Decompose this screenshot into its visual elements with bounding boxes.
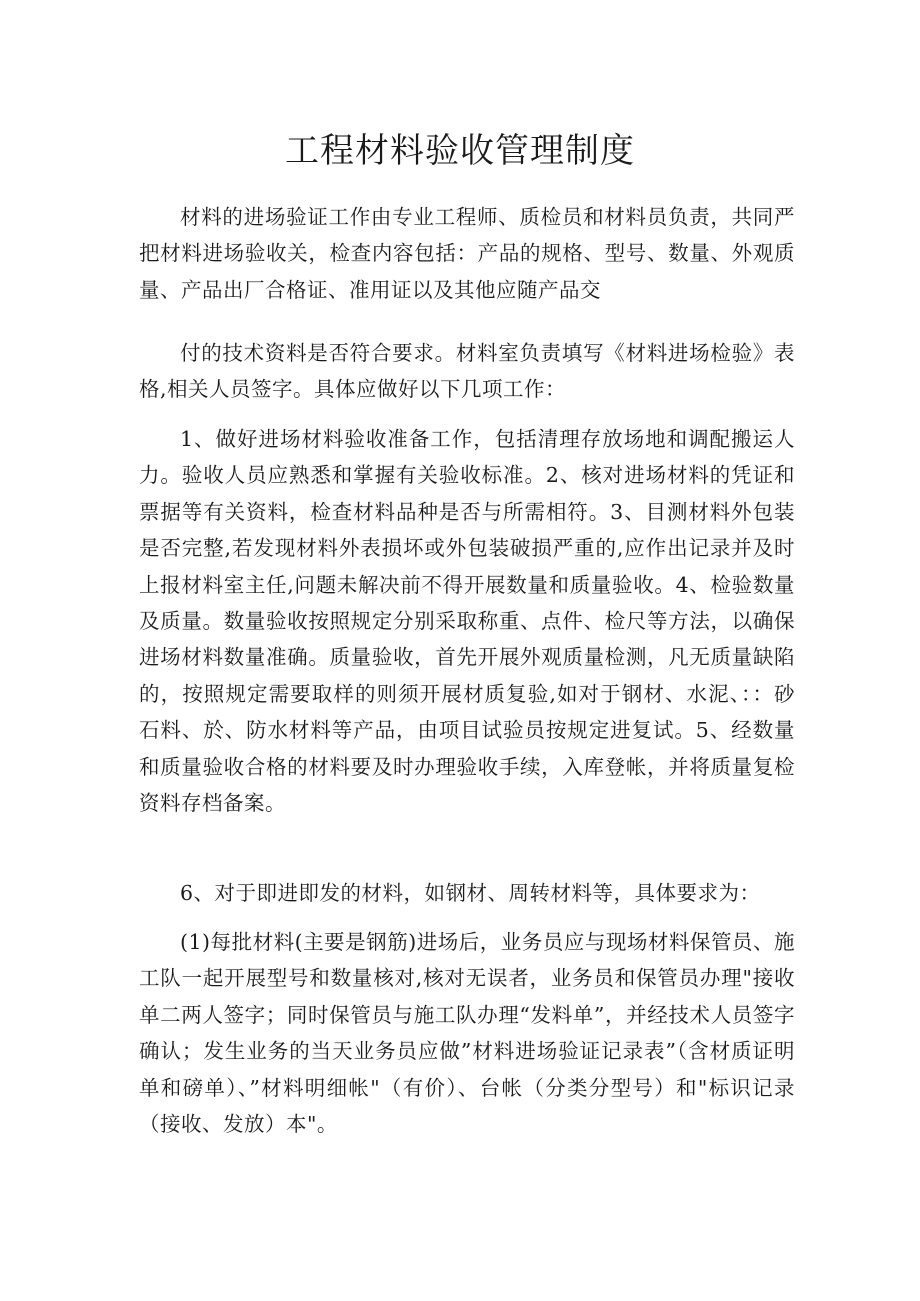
document-title: 工程材料验收管理制度 [285,131,635,171]
paragraph-item-1: (1)每批材料(主要是钢筋)进场后，业务员应与现场材料保管员、施工队一起开展型号和数量核对,核对无误者，业务员和保管员办理"接收单二两人签字；同时保管员与施工队办理“发料单”，并经技术人员签字确认；发生业务的当天业务员应做”材料进场验证记录表”（含材质证明单和磅单）、”材料明细帐"（有价）、台帐（分类分型号）和"标识记录（接收、发放）本"。 [139,930,795,1137]
paragraph-steps: 1、做好进场材料验收准备工作，包括清理存放场地和调配搬运人力。验收人员应熟悉和掌握有关验收标准。2、核对进场材料的凭证和票据等有关资料，检查材料品种是否与所需相符。3、目测材料外包装是否完整,若发现材料外表损坏或外包装破损严重的,应作出记录并及时上报材料室主任,问题未解决前不得开展数量和质量验收。4、检验数量及质量。数量验收按照规定分别采取称重、点件、检尺等方法，以确保进场材料数量准确。质量验收，首先开展外观质量检测，凡无质量缺陷的，按照规定需要取样的则须开展材质复验,如对于钢材、水泥、：：砂石料、於、防水材料等产品，由项目试验员按规定进复试。5、经数量和质量验收合格的材料要及时办理验收手续，入库登帐，并将质量复检资料存档备案。 [139,427,795,816]
paragraph-requirements: 付的技术资料是否符合要求。材料室负责填写《材料进场检验》表格,相关人员签字。具体应做好以下几项工作： [139,341,795,402]
paragraph-intro: 材料的进场验证工作由专业工程师、质检员和材料员负责，共同严把材料进场验收关，检查内容包括：产品的规格、型号、数量、外观质量、产品出厂合格证、准用证以及其他应随产品交 [139,205,795,302]
paragraph-immediate-issue: 6、对于即进即发的材料，如钢材、周转材料等，具体要求为： [180,881,761,905]
